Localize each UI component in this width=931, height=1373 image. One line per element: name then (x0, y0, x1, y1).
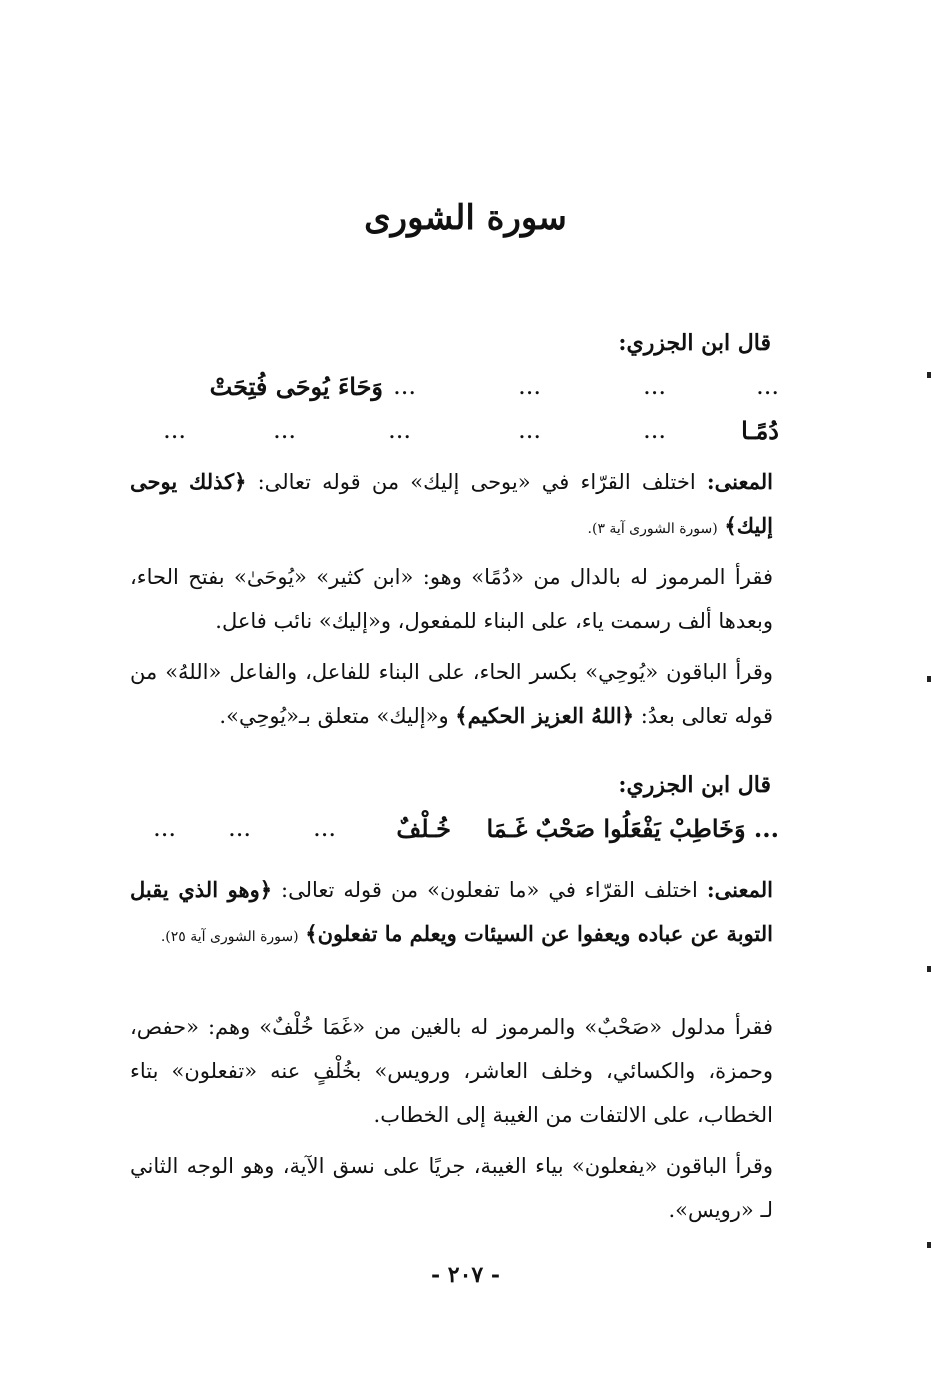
section1-paragraph-1: فقرأ المرموز له بالدال من «دُمًا» وهو: «ابن كثير» «يُوحَىٰ» بفتح الحاء، وبعدها ألف رسمت ياء، على البناء للمفعول، و«إليك» نائب فاعل. (130, 565, 773, 633)
section1-paragraph-2 (130, 650, 773, 738)
quran-quote: ﴿اللهُ العزيز الحكيم﴾ (455, 703, 635, 728)
paragraph-text: وقرأ الباقون «يُوحِي» بكسر الحاء، على البناء للفاعل، والفاعل «اللهُ» من قوله تعالى بعدُ: (130, 660, 773, 728)
verse-dots: ... (163, 416, 186, 444)
section2-paragraph-1: فقرأ مدلول «صَحْبٌ» والمرموز له بالغين من «غَمَا خُلْفٌ» وهم: «حفص، وحمزة، والكسائي، وخلف العاشر، ورويس» بخُلْفٍ عنه «تفعلون» بتاء الخطاب، على الالتفات من الغيبة إلى الخطاب. (130, 1015, 773, 1127)
verse-reference: (سورة الشورى آية ٣). (587, 521, 718, 537)
verse-text: وَحَاءَ يُوحَى فُتِحَتْ (209, 372, 383, 401)
scan-edge-mark (927, 676, 931, 682)
verse-reference: (سورة الشورى آية ٢٥). (160, 929, 299, 945)
paragraph-text: و«إليك» متعلق بـ«يُوحِي». (219, 704, 449, 728)
verse-dots: ... (273, 416, 296, 444)
verse-dots: ... (313, 814, 336, 842)
meaning-text: اختلف القرّاء في «ما تفعلون» من قوله تعالى: (281, 878, 698, 902)
verse-dots: ... (393, 372, 416, 400)
verse-dots: ... (756, 372, 779, 400)
quran-quote: ﴿وهو الذي يقبل التوبة عن عباده ويعفوا عن السيئات ويعلم ما تفعلون﴾ (130, 877, 773, 946)
verse-dots: ... (643, 372, 666, 400)
section1-verse-line1 (150, 372, 781, 412)
surah-title: سورة الشورى (364, 198, 567, 238)
page-number: - ٢٠٧ - (430, 1262, 501, 1288)
verse-dots: ... (518, 372, 541, 400)
quran-quote: ﴿كذلك يوحى إليك﴾ (130, 469, 773, 538)
section2-verse (150, 814, 781, 854)
verse-word: خُـلْفٌ (396, 814, 451, 843)
verse-text: دُمًـا (741, 416, 779, 445)
scan-edge-mark (927, 372, 931, 378)
section1-heading: قال ابن الجزري: (618, 330, 771, 356)
section1-meaning (130, 460, 773, 551)
verse-dots: ... (643, 416, 666, 444)
verse-dots: ... (388, 416, 411, 444)
scan-edge-mark (927, 1242, 931, 1248)
verse-dots: ... (518, 416, 541, 444)
meaning-label: المعنى: (706, 469, 773, 494)
verse-dots: ... (228, 814, 251, 842)
section2-paragraph-2: وقرأ الباقون «يفعلون» بياء الغيبة، جريًا على نسق الآية، وهو الوجه الثاني لـ «رويس». (130, 1154, 773, 1222)
verse-text: ... وَخَاطِبْ يَفْعَلُوا صَحْبٌ غَـمَا (486, 814, 779, 843)
section2-meaning (130, 868, 773, 959)
meaning-text: اختلف القرّاء في «يوحى إليك» من قوله تعالى: (257, 470, 696, 494)
scan-edge-mark (927, 966, 931, 972)
section2-heading: قال ابن الجزري: (618, 772, 771, 798)
section1-verse-line2 (150, 416, 781, 456)
verse-dots: ... (153, 814, 176, 842)
meaning-label: المعنى: (706, 877, 773, 902)
